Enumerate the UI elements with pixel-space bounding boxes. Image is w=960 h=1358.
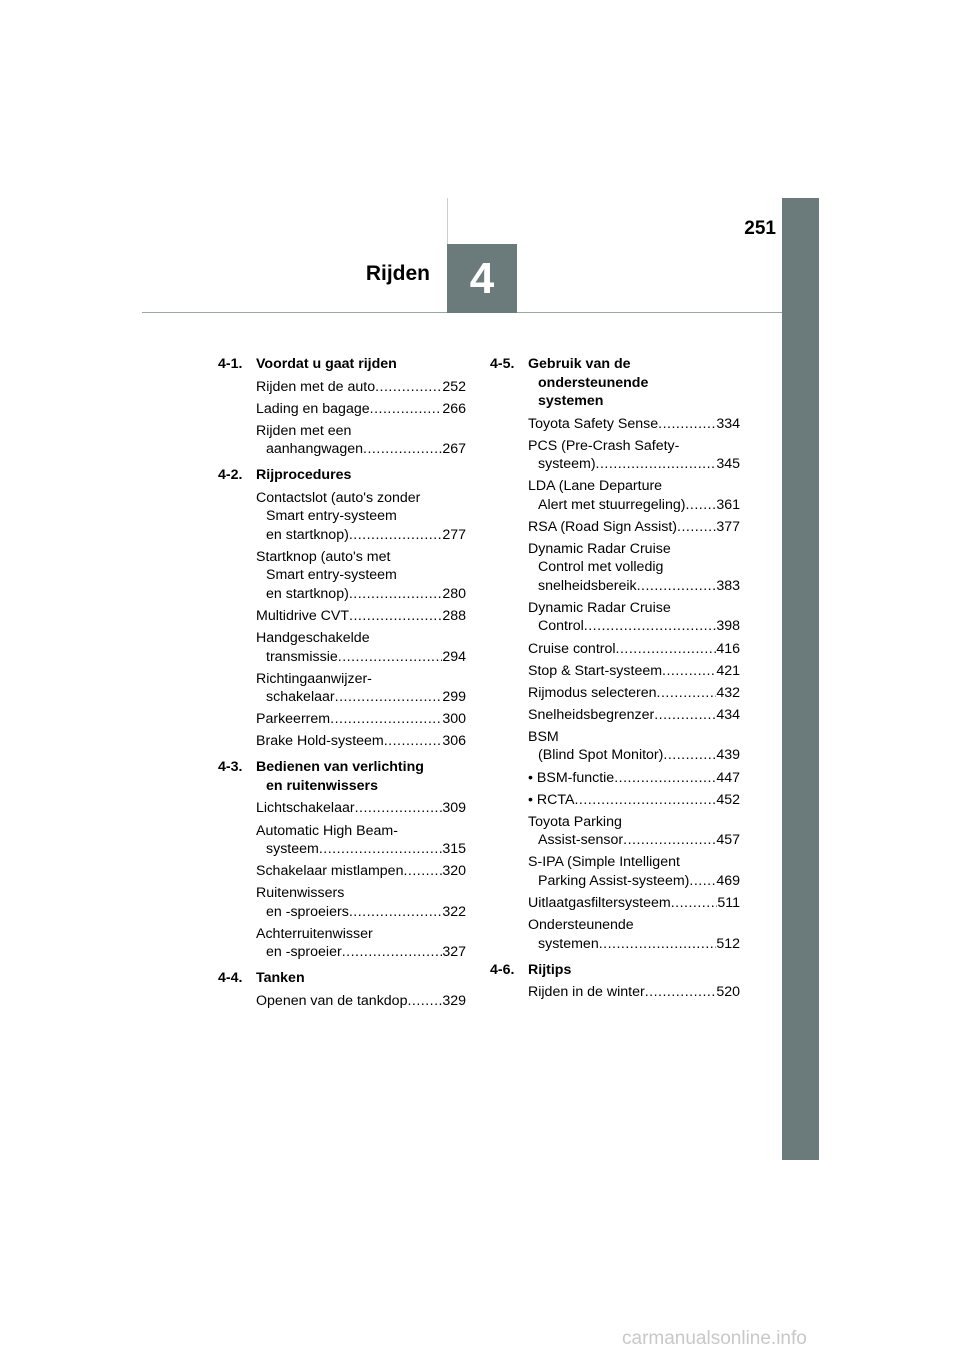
toc-entry-text: snelheidsbereik [538, 577, 637, 594]
toc-entry-text: Control [538, 618, 584, 635]
toc-page-number: 457 [716, 832, 740, 849]
dot-leader [677, 518, 716, 537]
toc-entry-line [528, 791, 740, 810]
toc-entry-line [528, 831, 740, 850]
toc-entry-text: Brake Hold-systeem [256, 733, 384, 750]
toc-entry-text: S-IPA (Simple Intelligent [528, 854, 680, 871]
toc-entry-line [528, 894, 740, 913]
dot-leader [370, 400, 443, 419]
toc-entry-line [528, 684, 740, 703]
section-title-line: Voordat u gaat rijden [256, 356, 397, 372]
toc-entry-text: (Blind Spot Monitor) [538, 747, 664, 764]
toc-page-number: 469 [716, 872, 740, 889]
dot-leader [349, 607, 442, 626]
toc-entry-text: Rijden met een [256, 422, 352, 439]
toc-entry-text: Control met volledig [538, 559, 664, 576]
toc-entry-line [256, 943, 466, 962]
toc-entry-text: systemen [538, 935, 599, 952]
toc-entry-text: Uitlaatgasfiltersysteem [528, 894, 671, 911]
toc-entry[interactable] [528, 853, 740, 890]
toc-page-number: 266 [442, 400, 466, 417]
toc-entry-line [256, 422, 466, 441]
toc-entry[interactable] [528, 684, 740, 703]
toc-entry-line [528, 540, 740, 559]
dot-leader [657, 684, 717, 703]
dot-leader [375, 378, 442, 397]
section-number: 4-5. [490, 356, 515, 372]
toc-page-number: 252 [442, 378, 466, 395]
toc-page-number: 383 [716, 577, 740, 594]
dot-leader [599, 935, 717, 954]
toc-entry[interactable] [256, 884, 466, 921]
toc-section-heading[interactable] [490, 355, 740, 411]
dot-leader [658, 415, 716, 434]
toc-page-number: 322 [442, 903, 466, 920]
toc-entry-line [256, 440, 466, 459]
toc-entry-text: Rijden in de winter [528, 984, 645, 1001]
toc-entry-text: Startknop (auto's met [256, 548, 391, 565]
section-title-line: ondersteunende [538, 374, 649, 391]
toc-entry-line [256, 526, 466, 545]
toc-entry-line [528, 746, 740, 765]
toc-entry-line [528, 617, 740, 636]
toc-entry[interactable] [256, 925, 466, 962]
section-title [256, 969, 466, 988]
toc-entry[interactable] [528, 518, 740, 537]
toc-entry-text: Achterruitenwisser [256, 925, 373, 942]
section-title-line: en ruitenwissers [266, 777, 378, 794]
toc-entry[interactable] [528, 706, 740, 725]
toc-entry-text: aanhangwagen [266, 441, 364, 458]
toc-entry-line [256, 629, 466, 648]
toc-entry-line [256, 840, 466, 859]
toc-page-number: 267 [442, 441, 466, 458]
section-title-line: systemen [538, 393, 604, 409]
dot-leader [335, 688, 443, 707]
toc-page-number: 320 [442, 863, 466, 880]
toc-page-number: 309 [442, 800, 466, 817]
toc-entry-text: Rijden met de auto [256, 378, 376, 395]
toc-entry-text: systeem) [538, 456, 596, 473]
dot-leader [407, 992, 442, 1011]
dot-leader [319, 840, 443, 859]
section-title-line: Bedienen van verlichting [256, 759, 424, 776]
toc-entry-text: systeem [266, 841, 319, 858]
toc-page-number: 315 [442, 841, 466, 858]
toc-entry[interactable] [528, 662, 740, 681]
toc-entry[interactable] [256, 607, 466, 626]
toc-entry-line [256, 548, 466, 567]
toc-page-number: 452 [716, 791, 740, 808]
toc-entry[interactable] [256, 629, 466, 666]
toc-entry-text: Assist-sensor [538, 832, 624, 849]
toc-entry-text: • RCTA [528, 791, 575, 808]
toc-entry-line [256, 607, 466, 626]
toc-entry-line [256, 648, 466, 667]
toc-entry-text: en startknop) [266, 585, 349, 602]
toc-entry[interactable] [528, 813, 740, 850]
toc-entry-line [528, 415, 740, 434]
toc-page-number: 345 [716, 456, 740, 473]
toc-entry[interactable] [256, 400, 466, 419]
toc-entry-text: Snelheidsbegrenzer [528, 706, 655, 723]
toc-entry-line [256, 585, 466, 604]
dot-leader [685, 496, 716, 515]
toc-entry-text: Dynamic Radar Cruise [528, 540, 671, 557]
toc-entry-text: Stop & Start-systeem [528, 662, 663, 679]
dot-leader [355, 799, 443, 818]
dot-leader [689, 872, 716, 891]
section-title-line: Gebruik van de [528, 356, 631, 372]
dot-leader [645, 983, 717, 1002]
toc-entry-text: Ondersteunende [528, 917, 634, 933]
toc-entry-line [256, 489, 466, 508]
toc-entry-text: Lading en bagage [256, 400, 370, 417]
toc-entry-line [256, 862, 466, 881]
toc-entry-text: Rijmodus selecteren [528, 684, 657, 701]
toc-entry[interactable] [256, 422, 466, 459]
toc-entry[interactable] [528, 437, 740, 474]
toc-entry-line [528, 477, 740, 496]
toc-entry-line [528, 640, 740, 659]
dot-leader [403, 862, 442, 881]
dot-leader [663, 746, 716, 765]
watermark: carmanualsonline.info [622, 1328, 807, 1349]
toc-page-number: 421 [716, 662, 740, 679]
section-gap [490, 1005, 740, 1009]
toc-page-number: 306 [442, 733, 466, 750]
toc-page-number: 439 [716, 747, 740, 764]
section-gap [218, 1014, 466, 1018]
toc-entry-line [256, 799, 466, 818]
toc-entry[interactable] [528, 791, 740, 810]
toc-entry-line [528, 853, 740, 872]
section-number: 4-2. [218, 467, 243, 484]
toc-entry-text: en startknop) [266, 526, 349, 543]
toc-entry-line [528, 728, 740, 747]
toc-entry-line [256, 670, 466, 689]
section-number: 4-4. [218, 970, 243, 987]
toc-column-left [218, 355, 466, 1018]
toc-entry[interactable] [528, 640, 740, 659]
section-number: 4-3. [218, 759, 243, 776]
toc-page-number: 398 [716, 618, 740, 635]
toc-page-number: 329 [442, 992, 466, 1009]
section-title [256, 466, 466, 485]
toc-entry[interactable] [256, 378, 466, 397]
toc-page-number: 334 [716, 415, 740, 432]
toc-entry-line [256, 507, 466, 526]
dot-leader [574, 791, 716, 810]
toc-entry-line [528, 662, 740, 681]
toc-entry[interactable] [256, 799, 466, 818]
chapter-number-box: 4 [447, 244, 517, 313]
toc-entry[interactable] [256, 548, 466, 604]
section-title-line: Rijprocedures [256, 467, 352, 484]
toc-entry-line [528, 935, 740, 954]
toc-page-number: 434 [716, 706, 740, 723]
toc-entry-text: transmissie [266, 648, 338, 665]
toc-entry-line [528, 916, 740, 935]
toc-page-number: 361 [716, 496, 740, 513]
toc-entry-text: BSM [528, 728, 559, 745]
toc-page-number: 512 [716, 935, 740, 952]
dot-leader [384, 732, 443, 751]
toc-entry[interactable] [256, 489, 466, 545]
toc-entry-text: Ruitenwissers [256, 885, 345, 902]
toc-entry-line [256, 925, 466, 944]
dot-leader [363, 440, 442, 459]
toc-entry[interactable] [528, 415, 740, 434]
toc-entry-text: Openen van de tankdop [256, 992, 408, 1009]
toc-page-number: 288 [442, 607, 466, 624]
toc-section-heading[interactable] [218, 355, 466, 374]
toc-entry-text: en -sproeiers [266, 903, 349, 920]
toc-entry-text: Dynamic Radar Cruise [528, 599, 671, 616]
toc-entry-line [528, 983, 740, 1002]
toc-entry-line [528, 437, 740, 456]
toc-entry[interactable] [256, 862, 466, 881]
toc-entry-text: Handgeschakelde [256, 630, 370, 647]
toc-entry-line [528, 769, 740, 788]
chapter-side-tab [782, 198, 819, 1160]
toc-entry-text: Lichtschakelaar [256, 800, 355, 817]
toc-entry-line [256, 903, 466, 922]
section-title [528, 961, 740, 980]
section-title [256, 355, 466, 374]
toc-entry-line [256, 822, 466, 841]
section-number: 4-6. [490, 961, 515, 978]
toc-entry-text: schakelaar [266, 689, 335, 706]
toc-page-number: 377 [716, 518, 740, 535]
dot-leader [614, 769, 716, 788]
toc-column-right [490, 355, 740, 1009]
dot-leader [330, 710, 442, 729]
toc-entry-text: LDA (Lane Departure [528, 478, 663, 495]
dot-leader [349, 526, 443, 545]
section-title-line: Rijtips [528, 961, 572, 978]
toc-entry-text: Richtingaanwijzer- [256, 670, 372, 687]
toc-section-heading[interactable] [218, 758, 466, 795]
toc-entry-text: RSA (Road Sign Assist) [528, 518, 678, 535]
toc-page-number: 300 [442, 711, 466, 728]
toc-entry-line [256, 884, 466, 903]
toc-entry-text: Automatic High Beam- [256, 822, 398, 839]
dot-leader [584, 617, 717, 636]
toc-entry-line [528, 706, 740, 725]
toc-entry[interactable] [256, 992, 466, 1011]
toc-entry[interactable] [528, 769, 740, 788]
header-divider-vertical [447, 198, 448, 244]
toc-entry-line [256, 710, 466, 729]
dot-leader [596, 455, 717, 474]
toc-entry-text: en -sproeier [266, 944, 342, 961]
section-title-line: Tanken [256, 970, 305, 987]
toc-entry[interactable] [256, 822, 466, 859]
toc-page-number: 447 [716, 769, 740, 786]
toc-section-heading[interactable] [218, 466, 466, 485]
toc-entry[interactable] [528, 894, 740, 913]
dot-leader [654, 706, 716, 725]
toc-page-number: 511 [717, 894, 740, 911]
toc-entry[interactable] [256, 710, 466, 729]
dot-leader [623, 831, 716, 850]
dot-leader [662, 662, 716, 681]
toc-entry-line [528, 872, 740, 891]
toc-section-heading[interactable] [218, 969, 466, 988]
toc-entry-text: PCS (Pre-Crash Safety- [528, 437, 680, 454]
toc-entry-line [528, 813, 740, 832]
toc-entry-text: • BSM-functie [528, 769, 615, 786]
section-title [528, 355, 740, 411]
toc-page-number: 416 [716, 640, 740, 657]
toc-entry-text: Toyota Safety Sense [528, 415, 659, 432]
toc-entry-line [256, 992, 466, 1011]
toc-entry-text: Parking Assist-systeem) [538, 872, 690, 889]
toc-page-number: 327 [442, 944, 466, 961]
toc-entry-text: Contactslot (auto's zonder [256, 489, 421, 506]
toc-page-number: 299 [442, 689, 466, 706]
toc-entry-line [528, 518, 740, 537]
toc-entry-text: Alert met stuurregeling) [538, 496, 686, 513]
dot-leader [349, 903, 443, 922]
dot-leader [671, 894, 718, 913]
toc-entry-text: Toyota Parking [528, 813, 622, 830]
toc-entry[interactable] [528, 728, 740, 765]
toc-page-number: 432 [716, 684, 740, 701]
toc-section-heading[interactable] [490, 961, 740, 980]
dot-leader [616, 640, 717, 659]
toc-entry[interactable] [528, 477, 740, 514]
dot-leader [342, 943, 443, 962]
toc-entry-line [256, 688, 466, 707]
dot-leader [637, 577, 717, 596]
toc-entry-line [528, 599, 740, 618]
toc-entry-text: Schakelaar mistlampen [256, 863, 404, 880]
toc-entry-text: Smart entry-systeem [266, 508, 397, 525]
section-title [256, 758, 466, 795]
toc-entry-line [528, 455, 740, 474]
toc-entry-line [256, 732, 466, 751]
toc-entry-text: Parkeerrem [256, 711, 331, 728]
toc-entry[interactable] [528, 540, 740, 596]
toc-entry-text: Multidrive CVT [256, 607, 350, 624]
chapter-title: Rijden [365, 262, 430, 285]
toc-entry[interactable] [528, 916, 740, 953]
toc-entry-line [256, 378, 466, 397]
toc-entry-line [256, 400, 466, 419]
toc-entry-line [528, 496, 740, 515]
toc-entry-line [528, 577, 740, 596]
toc-page-number: 277 [442, 526, 466, 543]
toc-entry[interactable] [528, 599, 740, 636]
toc-page-number: 294 [442, 648, 466, 665]
toc-entry-text: Smart entry-systeem [266, 567, 397, 584]
toc-entry[interactable] [528, 983, 740, 1002]
section-number: 4-1. [218, 356, 243, 372]
toc-entry-line [256, 566, 466, 585]
toc-entry-line [528, 558, 740, 577]
toc-entry-text: Cruise control [528, 640, 616, 657]
toc-entry[interactable] [256, 670, 466, 707]
dot-leader [338, 648, 443, 667]
toc-page-number: 520 [716, 984, 740, 1001]
dot-leader [349, 585, 443, 604]
page-number: 251 [744, 218, 776, 239]
toc-page-number: 280 [442, 585, 466, 602]
toc-entry[interactable] [256, 732, 466, 751]
